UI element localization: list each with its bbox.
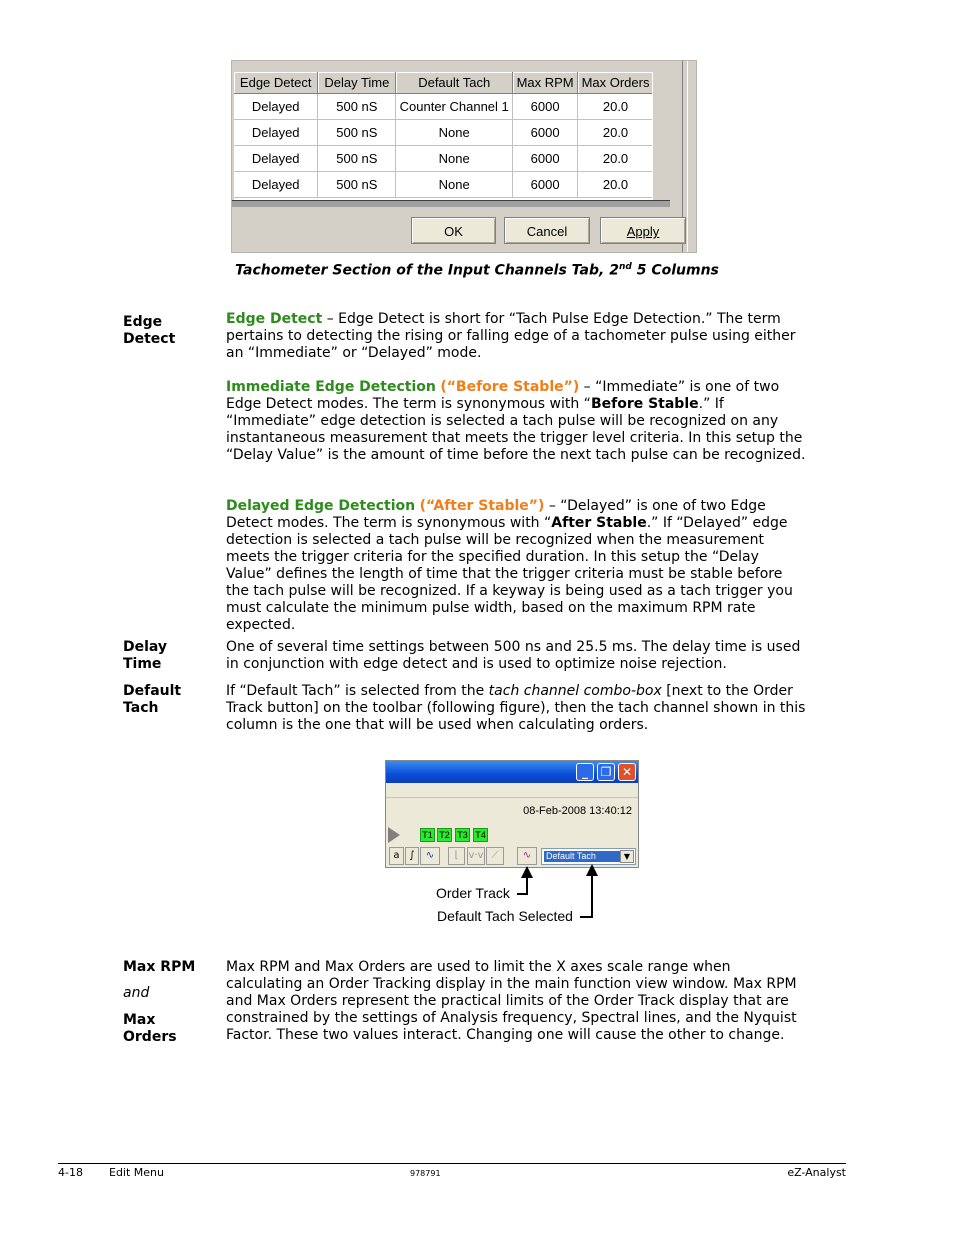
footer-section: Edit Menu: [109, 1166, 164, 1179]
default-tach-italic: tach channel combo-box: [488, 683, 662, 699]
integral-icon[interactable]: ∫: [405, 847, 419, 865]
immediate-text-b: .” If “Immediate” edge detection is selected a tach pulse will be recognized on any instantaneous measurement that meets the trigger level criteria. In this setup the “Delay Value” is the amount of time before the next tach pulse can be recognized.: [226, 396, 806, 463]
window-titlebar: [386, 761, 639, 783]
minimize-icon[interactable]: _: [576, 763, 594, 781]
term-delay-time: Delay Time: [123, 639, 168, 672]
header-delay-time[interactable]: Delay Time: [318, 72, 396, 94]
ok-button[interactable]: OK: [411, 217, 496, 244]
term-max-rpm: Max RPM: [123, 959, 196, 975]
term-max-orders: Max Orders: [123, 1012, 177, 1045]
cancel-button[interactable]: Cancel: [504, 217, 590, 244]
delay-time-paragraph: One of several time settings between 500 ns and 25.5 ms. The delay time is used in conjunction with edge detect and is used to optimize noise rejection.: [226, 639, 801, 672]
delayed-lead: Delayed Edge Detection: [226, 498, 416, 514]
default-tach-text-a: If “Default Tach” is selected from the: [226, 683, 489, 699]
cell-max-orders[interactable]: 20.0: [578, 172, 654, 198]
edge-detect-paragraph: [226, 311, 806, 362]
table-row: [234, 94, 654, 120]
waveform-icon[interactable]: ∿: [420, 847, 440, 865]
delayed-text-b: .” If “Delayed” edge detection is selected a tach pulse will be recognized when the measurement meets the trigger criteria for the specified duration. In this setup the “Delay Value” defines the length of time that the trigger criteria must be stable before the tach pulse will be recognized. If a keyway is being used as a tach trigger you must calculate the minimum pulse width, based on the maximum RPM rate expected.: [226, 515, 793, 633]
delayed-text-a: – “Delayed” is one of two Edge Detect modes. The term is synonymous with “: [226, 498, 766, 531]
immediate-paren: (“Before Stable”): [440, 379, 580, 395]
tach-t3-button[interactable]: T3: [455, 828, 470, 842]
header-max-orders[interactable]: Max Orders: [578, 72, 654, 94]
term-edge-detect: Edge Detect: [123, 314, 176, 347]
term-default-tach: Default Tach: [123, 683, 182, 716]
cell-delay-time[interactable]: 500 nS: [318, 172, 396, 198]
header-edge-detect[interactable]: Edge Detect: [234, 72, 318, 94]
label-order-track: Order Track: [436, 885, 510, 901]
delayed-paren: (“After Stable”): [419, 498, 545, 514]
edge-detect-lead: Edge Detect: [226, 311, 323, 327]
horizontal-scrollbar[interactable]: [232, 200, 670, 207]
restore-icon[interactable]: ❐: [597, 763, 615, 781]
label-default-tach-selected: Default Tach Selected: [437, 908, 573, 924]
figure-caption: [0, 262, 954, 279]
cell-delay-time[interactable]: 500 nS: [318, 120, 396, 146]
toolbar-divider: [386, 797, 639, 798]
cell-default-tach[interactable]: None: [396, 146, 513, 172]
chart-icon-2[interactable]: v·v: [467, 847, 485, 865]
table-row: [234, 172, 654, 198]
date-time-display: 08-Feb-2008 13:40:12: [523, 805, 632, 817]
cell-max-orders[interactable]: 20.0: [578, 146, 654, 172]
edge-detect-text: – Edge Detect is short for “Tach Pulse Edge Detection.” The term pertains to detecting the rising or falling edge of a tachometer pulse using either an “Immediate” or “Delayed” mode.: [226, 311, 796, 361]
footer-product: eZ-Analyst: [787, 1166, 846, 1179]
cell-edge-detect[interactable]: Delayed: [234, 120, 318, 146]
close-icon[interactable]: ✕: [618, 763, 636, 781]
toolbar-screenshot: [385, 760, 639, 868]
cell-edge-detect[interactable]: Delayed: [234, 146, 318, 172]
cell-delay-time[interactable]: 500 nS: [318, 146, 396, 172]
annotation-icon[interactable]: a: [389, 847, 404, 865]
cell-delay-time[interactable]: 500 nS: [318, 94, 396, 120]
delayed-bold: After Stable: [551, 515, 647, 531]
table-row: [234, 120, 654, 146]
table-header-row: [234, 72, 654, 94]
caption-text: Tachometer Section of the Input Channels Tab, 2: [235, 262, 619, 279]
cell-max-rpm[interactable]: 6000: [513, 120, 578, 146]
chevron-down-icon[interactable]: ▼: [620, 850, 634, 863]
immediate-bold: Before Stable: [590, 396, 699, 412]
tach-t1-button[interactable]: T1: [420, 828, 435, 842]
combo-selected-value: Default Tach: [544, 851, 620, 862]
default-tach-text-b: [next to the Order Track button] on the toolbar (following figure), then the tach channel shown in this column is the one that will be used when calculating orders.: [226, 683, 806, 733]
tach-t4-button[interactable]: T4: [473, 828, 488, 842]
caption-superscript: nd: [618, 262, 632, 272]
vertical-scrollbar[interactable]: [652, 72, 666, 200]
immediate-text-a: – “Immediate” is one of two Edge Detect modes. The term is synonymous with “: [226, 379, 780, 412]
footer-page-number: 4-18: [58, 1166, 83, 1179]
table-row: [234, 146, 654, 172]
order-track-icon[interactable]: ∿: [517, 847, 537, 865]
header-default-tach[interactable]: Default Tach: [396, 72, 513, 94]
immediate-paragraph: [226, 379, 806, 464]
default-tach-paragraph: [226, 683, 806, 734]
cell-default-tach[interactable]: Counter Channel 1: [396, 94, 513, 120]
caption-text-end: 5 Columns: [631, 262, 719, 279]
play-icon[interactable]: [388, 827, 400, 843]
cell-default-tach[interactable]: None: [396, 172, 513, 198]
cell-edge-detect[interactable]: Delayed: [234, 172, 318, 198]
apply-button[interactable]: Apply: [600, 217, 686, 244]
header-max-rpm[interactable]: Max RPM: [513, 72, 578, 94]
tach-t2-button[interactable]: T2: [437, 828, 452, 842]
cell-max-rpm[interactable]: 6000: [513, 94, 578, 120]
max-paragraph: Max RPM and Max Orders are used to limit the X axes scale range when calculating an Order Tracking display in the main function view window. Max RPM and Max Orders represent the practical limits of the Order Track display that are constrained by the settings of Analysis frequency, Spectral lines, and the Nyquist Factor. These two values interact. Changing one will cause the other to change.: [226, 959, 797, 1043]
cell-edge-detect[interactable]: Delayed: [234, 94, 318, 120]
chart-icon-1[interactable]: ⌊: [448, 847, 465, 865]
chart-icon-3[interactable]: ⟋: [486, 847, 504, 865]
cell-max-rpm[interactable]: 6000: [513, 146, 578, 172]
cell-max-rpm[interactable]: 6000: [513, 172, 578, 198]
footer-doc-number: 978791: [410, 1169, 441, 1178]
immediate-lead: Immediate Edge Detection: [226, 379, 436, 395]
cell-max-orders[interactable]: 20.0: [578, 94, 654, 120]
tachometer-table-screenshot: [231, 60, 697, 253]
term-and: and: [123, 985, 150, 1001]
cell-default-tach[interactable]: None: [396, 120, 513, 146]
footer-rule: [58, 1163, 846, 1164]
tachometer-grid: [234, 72, 654, 200]
cell-max-orders[interactable]: 20.0: [578, 120, 654, 146]
delayed-paragraph: [226, 498, 806, 634]
